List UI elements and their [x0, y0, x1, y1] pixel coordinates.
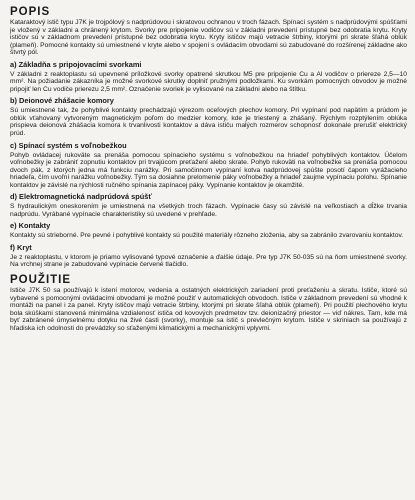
section-text: Pohyb ovládacej rukoväte sa prenáša pomocou spínacieho systému s voľnobežkou na hriadeľ pohyblivých kontaktov. Účelom voľnobežky je zabrániť zopnutiu kontaktov pri trvajúcom preťažení alebo skrate. Pohyb rukoväti na voľnobežke sa prenáša pomocou dvoch pák, z ktorých jedna má funkciu narážky. Pri samočinnom vypínaní kotva nadprúdovej spúšte posotí čapom vyrážacieho hriadeľa, čím uvoľní narážku voľnobežky. Tým sa dosiahne prelomenie páky voľnobežky a hriadeľ zaujme vypínaciu polohu. Spínanie kontaktov je závislé na rýchlosti ručného spínania zapínacej páky. Vypínanie kontaktov je okamžité. [10, 151, 407, 189]
section-heading: f) Kryt [10, 242, 32, 252]
section-text: V základni z reaktoplastu sú upevnené príložkové svorky opatrené skrutkou M5 pre pripojenie Cu a Al vodičov o priereze 2,5—10 mm². Na požiadanie zákazníka je možné svorkové skrutky doplniť pružnými podložkami. Ku svorkám pomocných obvodov je možné pripojiť len Cu vodiče prierezu 2,5 mm². Označenie svoriek je vylisované na základni alebo na štítku. [10, 70, 407, 93]
section-c [10, 142, 407, 190]
section-heading: e) Kontakty [10, 221, 51, 231]
section-text: Je z reaktoplastu, v ktorom je priamo vylisované typové označenie a ďalšie údaje. Pre typ J7K 50-035 sú na ňom umiestnené svorky. Na vrchnej strane je zabudované vypínacie červené tlačidlo. [10, 253, 407, 269]
section-text: S hydraulickým oneskorením je umiestnená na všetkých troch fázach. Vypínacie časy sú závislé na veľkostiach a dĺžke trvania nadprúdu. Vyrábané vypínacie charakteristiky sú uvedené v prehľade. [10, 203, 407, 218]
section-text: Sú umiestnené tak, že pohyblivé kontakty prechádzajú výrezom oceľových plechov komory. Pri vypínaní pod napätím a prúdom je oblúk vťahovaný vytvoreným magnetickým poľom do medzier komory, kde je triestený a zhášaný. Rýchlym rozptýlením oblúka prispieva deionová zhášacia komora k trvanlivosti kontaktov a dáva ističu malých rozmerov schopnosť dokonale prerušiť elektrický prúd. [10, 107, 407, 138]
popis-title: POPIS [10, 6, 51, 18]
section-f [10, 244, 407, 269]
section-d [10, 193, 407, 218]
section-heading: a) Základňa s pripojovacími svorkami [10, 59, 142, 69]
section-text: Kontakty sú strieborné. Pre pevné i pohyblivé kontakty sú použité materiály rôzneho zloženia, aby sa zabránilo zvarovaniu kontaktov. [10, 232, 404, 240]
section-e [10, 222, 407, 240]
section-b [10, 97, 407, 137]
section-heading: d) Elektromagnetická nadprúdová spúšť [10, 192, 152, 202]
pouzitie-text: Ističe J7K 50 sa používajú k istení motorov, vedenia a ostatných elektrických zariadení proti preťaženiu a skratu. Ističe, ktoré sú vybavené s pomocnými ovládacími obvodami je možné použiť v automatických obvodoch. Ističe v základnom prevedení sú vhodné k montáži na panel i za panel. Kryty ističov majú vetracie štrbiny, ktorými pri skrate šľahá oblúk (plameň). Pri použití plechového krytu bola skúškami stanovená minimálna vzdialenosť ističa od kovových predmetov tzv. deionizačný priestor — viď nákres. Tam, kde má byť zabránené úmyselnému dotyku na živé časti (svorky), montuje sa istič s prevlečným krytom. Ističe v skriniach sa používajú z hľadiska ich odolnosti do prevádzky so sťaženými klimatickými a mechanickými vplyvmi. [10, 287, 407, 332]
section-heading: c) Spínací systém s voľnobežkou [10, 140, 127, 150]
popis-intro: Kataraktový istič typu J7K je trojpólový s nadprúdovou i skratovou ochranou v troch fázach. Spínací systém s nadprúdovými spúšťami je vložený v základni a chránený krytom. Svorky pre pripojenie vodičov sú v základni prevedení prístupné bez odobratia krytu. Kryty ističov sú v základnom prevedení prístupné bez odobratia krytu. Kryty ističov majú vetracie štrbiny, ktorými pri skrate šľahá oblúk (plameň). Pomocné kontakty sú umiestnené v kryte alebo v spojení s ovládacím obvodami sú zabudované do rozšírenej základne ako štvrtý pól. [10, 19, 407, 57]
section-a [10, 61, 407, 94]
pouzitie-title: POUŽITIE [10, 274, 72, 287]
section-heading: b) Deionové zhášacie komory [10, 96, 114, 106]
